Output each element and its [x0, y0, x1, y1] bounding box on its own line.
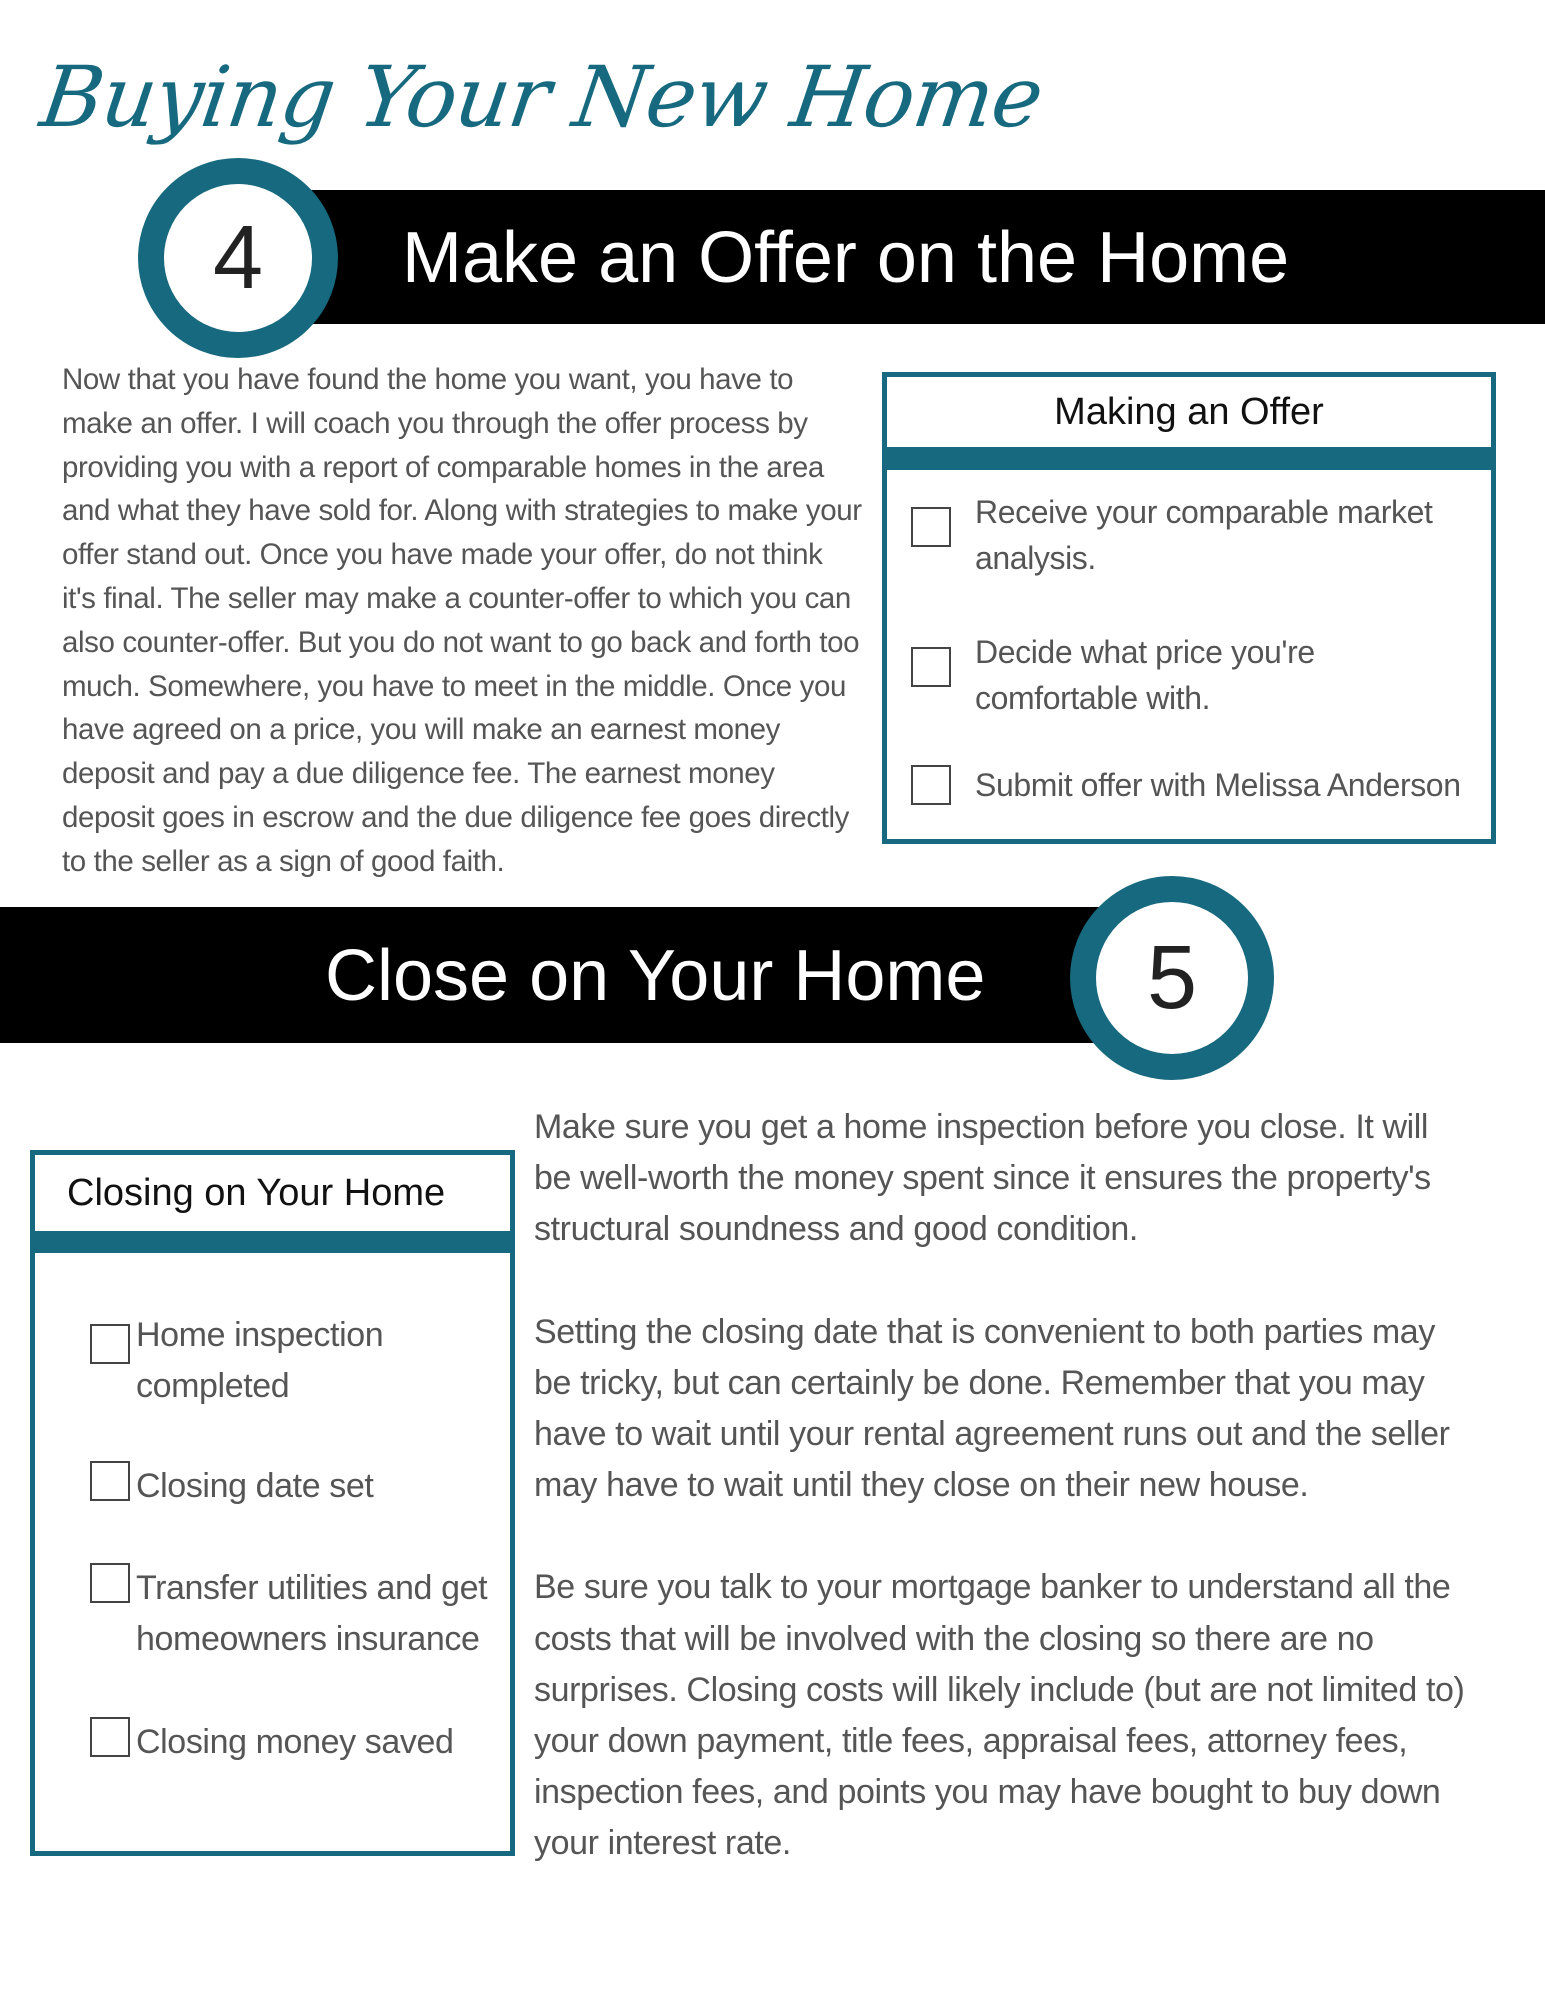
offer-checklist-title: Making an Offer [1054, 391, 1324, 433]
offer-item-1-checkbox[interactable] [911, 507, 951, 547]
step4-number: 4 [212, 208, 264, 308]
closing-item-2[interactable] [90, 1461, 510, 1512]
offer-item-1[interactable] [911, 489, 1481, 581]
step4-number-circle [138, 158, 338, 358]
offer-item-2-checkbox[interactable] [911, 647, 951, 687]
closing-checklist-box [30, 1150, 515, 1856]
offer-checklist-box [882, 372, 1496, 844]
step5-number: 5 [1146, 928, 1198, 1028]
closing-checklist-header-bar [35, 1231, 510, 1253]
offer-item-3[interactable] [911, 762, 1481, 808]
closing-item-1-label: Home inspection completed [136, 1316, 384, 1405]
closing-item-2-checkbox[interactable] [90, 1461, 130, 1501]
offer-item-3-checkbox[interactable] [911, 765, 951, 805]
step5-number-circle [1070, 876, 1274, 1080]
step5-paragraph-1: Make sure you get a home inspection before you close. It will be well-worth the money spent since it ensures the property's structural soundness and good condition. [534, 1108, 1431, 1249]
closing-checklist-title: Closing on Your Home [67, 1172, 446, 1214]
step5-title: Close on Your Home [325, 936, 986, 1016]
step5-paragraph-3: Be sure you talk to your mortgage banker to understand all the costs that will be involved with the closing so there are no surprises. Closing costs will likely include (but are not limited to) your down payment, title fees, appraisal fees, attorney fees, inspection fees, and points you may have bought to buy down your interest rate. [534, 1568, 1465, 1863]
offer-item-3-label: Submit offer with Melissa Anderson [975, 767, 1461, 803]
closing-item-2-label: Closing date set [136, 1467, 374, 1505]
closing-item-4-label: Closing money saved [136, 1723, 454, 1761]
closing-item-1[interactable] [90, 1310, 510, 1412]
step4-title: Make an Offer on the Home [402, 218, 1290, 298]
closing-item-4[interactable] [90, 1717, 510, 1768]
closing-item-3-label: Transfer utilities and get homeowners insurance [136, 1569, 488, 1658]
offer-checklist-header-bar [887, 447, 1491, 470]
page-title: Buying Your New Home [35, 48, 1049, 146]
closing-item-1-checkbox[interactable] [90, 1324, 130, 1364]
closing-item-3[interactable] [90, 1563, 510, 1665]
step4-paragraph-text: Now that you have found the home you want, you have to make an offer. I will coach you through the offer process by providing you with a report of comparable homes in the area and what they have sold for. Along with strategies to make your offer stand out. Once you have made your offer, do not think it's final. The seller may make a counter-offer to which you can also counter-offer. But you do not want to go back and forth too much. Somewhere, you have to meet in the middle. Once you have agreed on a price, you will make an earnest money deposit and pay a due diligence fee. The earnest money deposit goes in escrow and the due diligence fee goes directly to the seller as a sign of good faith. [62, 363, 862, 878]
offer-item-2-label: Decide what price you're comfortable with. [975, 634, 1315, 716]
step5-paragraphs [534, 1102, 1474, 1870]
offer-item-1-label: Receive your comparable market analysis. [975, 494, 1433, 576]
step4-paragraph [62, 358, 862, 884]
step5-paragraph-2: Setting the closing date that is convenient to both parties may be tricky, but can certainly be done. Remember that you may have to wait until your rental agreement runs out and the seller may have to wait until they close on their new house. [534, 1312, 1450, 1505]
closing-item-4-checkbox[interactable] [90, 1717, 130, 1757]
closing-item-3-checkbox[interactable] [90, 1563, 130, 1603]
offer-item-2[interactable] [911, 629, 1481, 721]
